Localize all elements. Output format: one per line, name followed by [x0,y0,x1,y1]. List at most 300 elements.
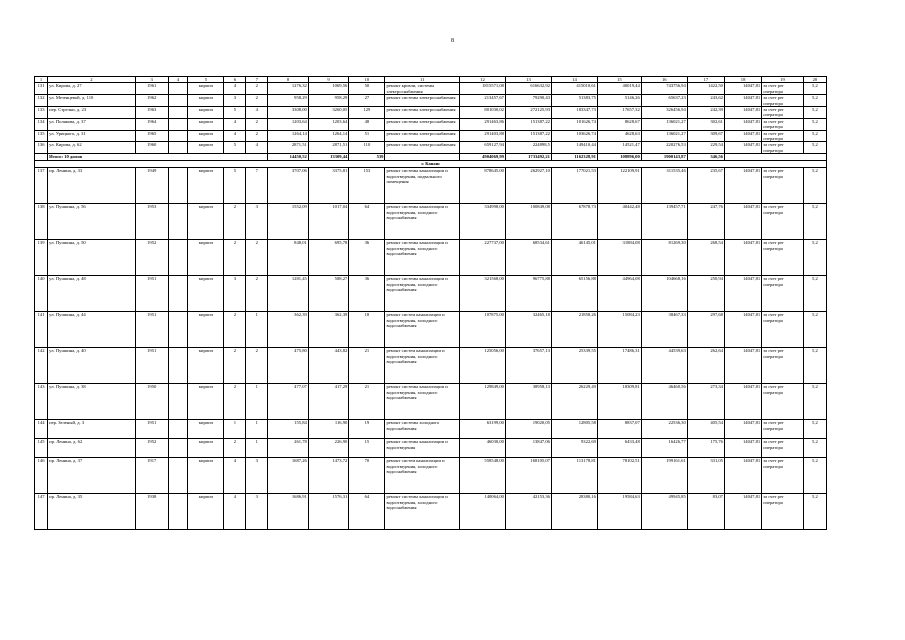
table-cell: 1950 [135,384,168,420]
table-cell: за счет рег оператора [762,420,804,439]
table-cell: 2 [246,276,268,312]
table-cell: 477,07 [268,384,309,420]
table-cell: 302,61 [687,118,724,130]
table-cell: 848,01 [268,240,309,276]
table-cell: ул. Пушкина, д. 50 [48,240,136,276]
housing-repair-register-table [34,76,827,530]
table-cell: 48 [349,118,385,130]
table-cell: 2 [224,439,246,458]
table-cell: 40442,48 [597,204,641,240]
table-cell: кирпич [188,168,224,204]
table-cell: 1203,64 [268,118,309,130]
table-cell: за счет рег оператора [762,276,804,312]
table-cell: 18309,81 [597,384,641,420]
total-cell [724,154,826,161]
table-cell [168,240,188,276]
table-cell: 132 [35,95,48,107]
table-cell: ул. Пушкина, д. 44 [48,312,136,348]
table-cell: ремонт системы канализации и водоотведения, холодного водоснабжения [385,494,459,530]
table-cell: 3707,06 [268,168,309,204]
table-cell: кирпич [188,204,224,240]
table-cell: 135 [35,130,48,142]
table-cell: 2 [224,204,246,240]
table-row [35,276,827,312]
column-number-header: 17 [687,77,724,83]
table-cell: ремонт системы канализации и водоотведения, холодного водоснабжения [385,240,459,276]
table-cell: за счет рег оператора [762,83,804,95]
table-cell: 272125,93 [505,107,551,119]
table-cell: 144 [35,420,48,439]
table-cell: 65156,88 [551,276,597,312]
table-cell: за счет рег оператора [762,312,804,348]
table-cell: 4 [246,107,268,119]
table-cell: 1917 [135,458,168,494]
table-cell: 5 [224,168,246,204]
column-number-header: 20 [803,77,826,83]
table-cell: 183347,73 [551,107,597,119]
table-cell: 129849,00 [459,384,505,420]
table-cell: кирпич [188,142,224,154]
table-cell: 1815571,08 [459,83,505,95]
table-cell: 1 [246,439,268,458]
table-cell: кирпич [188,494,224,530]
total-cell: 1162328,91 [551,154,597,161]
table-cell: ремонт системы электроснабжения [385,95,459,107]
table-cell: 297,68 [687,312,724,348]
table-cell: 4 [224,83,246,95]
table-cell: 1963 [135,107,168,119]
table-cell: 261,78 [268,439,309,458]
table-cell [168,458,188,494]
table-row [35,494,827,530]
table-cell: 113178,81 [551,458,597,494]
table-cell: 64 [349,204,385,240]
table-cell: кирпич [188,95,224,107]
table-cell: пр. Ленина, д. 37 [48,458,136,494]
table-cell: 25339,55 [551,348,597,384]
table-cell: 229,54 [687,142,724,154]
table-cell: ремонт системы канализации и водоотведения [385,439,459,458]
table-cell: ул. Кирова, д. 27 [48,83,136,95]
table-cell: 334998,00 [459,204,505,240]
table-cell: 16426,77 [641,439,687,458]
table-cell: 146 [35,458,48,494]
table-row [35,118,827,130]
table-row [35,384,827,420]
table-cell: 8837,07 [597,420,641,439]
column-number-header: 4 [168,77,188,83]
table-cell: ремонт системы электроснабжения [385,107,459,119]
table-cell: 107875,00 [459,312,505,348]
table-cell: 235,67 [687,168,724,204]
table-cell: 149410,44 [551,142,597,154]
table-cell: 46145,01 [551,240,597,276]
table-cell: 1951 [135,420,168,439]
table-cell [168,276,188,312]
table-cell: 147 [35,494,48,530]
table-cell: ул. Пушкина, д. 48 [48,276,136,312]
table-row [35,204,827,240]
table-cell [168,83,188,95]
table-cell: 5,2 [803,240,826,276]
table-cell: 5,2 [803,130,826,142]
table-cell: ремонт системы электроснабжения [385,118,459,130]
table-cell: 3260,05 [308,107,349,119]
table-cell: 1203,64 [308,118,349,130]
column-number-header: 6 [224,77,246,83]
total-cell [35,154,48,161]
table-cell: ремонт системы электроснабжения [385,130,459,142]
total-cell: 14450,52 [268,154,309,161]
table-cell: 44964,08 [597,276,641,312]
table-cell: за счет рег оператора [762,494,804,530]
table-row [35,458,827,494]
table-cell: 7 [246,168,268,204]
table-cell: 616632,92 [505,83,551,95]
table-cell: 5,2 [803,107,826,119]
table-cell: 14047,81 [724,384,761,420]
table-cell: за счет рег оператора [762,240,804,276]
table-cell: 1961 [135,83,168,95]
table-cell: 262,64 [687,348,724,384]
table-cell: 151387,22 [505,118,551,130]
total-row [35,154,827,161]
table-cell: 14047,81 [724,276,761,312]
table-cell: кирпич [188,276,224,312]
table-cell: 1953 [135,204,168,240]
table-row [35,168,827,204]
table-cell: 101626,74 [551,118,597,130]
table-cell: 958,29 [268,95,309,107]
table-cell: ремонт системы холодного водоснабжения [385,420,459,439]
table-cell: 3308,00 [268,107,309,119]
table-cell: 1964 [135,118,168,130]
table-cell: 199161,61 [641,458,687,494]
table-cell: 273,34 [687,384,724,420]
table-cell: за счет рег оператора [762,204,804,240]
column-number-header: 10 [349,77,385,83]
table-cell: 247,76 [687,204,724,240]
table-cell: 177021,53 [551,168,597,204]
table-cell: 5,2 [803,312,826,348]
table-cell: 140 [35,276,48,312]
table-cell: 1 [246,312,268,348]
table-cell: 15 [349,439,385,458]
table-cell: 19020,05 [505,420,551,439]
table-cell: 78102,51 [597,458,641,494]
table-cell: 3 [224,276,246,312]
total-cell: 1733492,21 [505,154,551,161]
table-cell: 326456,94 [641,107,687,119]
table-row [35,142,827,154]
table-cell: 1962 [135,95,168,107]
table-cell: 226,90 [308,439,349,458]
table-cell: 5,2 [803,439,826,458]
total-cell: 539 [349,154,385,161]
table-cell: кирпич [188,348,224,384]
table-cell: 475,80 [268,348,309,384]
table-cell: 3 [246,494,268,530]
table-cell: 17657,32 [597,107,641,119]
column-number-header: 1 [35,77,48,83]
table-cell: 155,84 [268,420,309,439]
table-cell: 405,54 [687,420,724,439]
total-cell: 13309,44 [308,154,349,161]
table-cell: 83,07 [687,494,724,530]
table-cell [168,142,188,154]
table-cell [168,130,188,142]
table-cell: 104668,16 [641,276,687,312]
table-cell: 79290,43 [505,95,551,107]
table-cell: за счет рег оператора [762,95,804,107]
table-cell: кирпич [188,384,224,420]
table-cell: 220276,53 [641,142,687,154]
table-cell: 1017,04 [308,204,349,240]
page-number: 8 [451,38,454,44]
table-cell: 139 [35,240,48,276]
table-row [35,420,827,439]
table-cell: 3 [246,458,268,494]
table-row [35,348,827,384]
table-cell: ул. Урицкого, д. 31 [48,130,136,142]
table-cell: 51383,75 [551,95,597,107]
total-cell: 4904069,99 [459,154,505,161]
table-cell: ремонт системы канализации и водоотведения, подвального помещения [385,168,459,204]
table-cell: ремонт систем канализации и водоотведения, холодного водоснабжения [385,458,459,494]
table-cell: 143 [35,384,48,420]
table-row [35,439,827,458]
table-cell: кирпич [188,107,224,119]
table-cell: 5,2 [803,494,826,530]
table-cell: ул. Пушкина, д. 56 [48,204,136,240]
table-row [35,312,827,348]
table-cell: 4 [224,494,246,530]
table-cell: пер. Зеленый, д. 3 [48,420,136,439]
table-cell: кирпич [188,240,224,276]
table-cell: 18 [349,312,385,348]
table-cell: за счет рег оператора [762,384,804,420]
table-cell: ремонт системы канализации и водоотведения, холодного водоснабжения [385,384,459,420]
table-cell: 443,82 [308,348,349,384]
table-cell: 5,2 [803,276,826,312]
table-cell [168,204,188,240]
column-number-header: 13 [505,77,551,83]
table-cell [168,95,188,107]
table-cell [168,494,188,530]
table-cell: 291463,86 [459,118,505,130]
table-cell: 1952 [135,439,168,458]
table-cell: 2 [246,118,268,130]
table-cell: 116,90 [308,420,349,439]
table-cell: 136021,27 [641,130,687,142]
table-cell: за счет рег оператора [762,439,804,458]
table-cell: 14047,81 [724,439,761,458]
table-cell: 1473,72 [308,458,349,494]
table-cell: 140064,00 [459,494,505,530]
table-row [35,83,827,95]
table-cell: 1264,14 [268,130,309,142]
table-cell: 311535,46 [641,168,687,204]
table-cell: 110 [349,142,385,154]
table-cell: 38467,33 [641,312,687,348]
column-number-header: 8 [268,77,309,83]
table-cell: 5,2 [803,204,826,240]
table-cell: 1576,31 [308,494,349,530]
table-cell: 2871,51 [308,142,349,154]
table-cell: 63199,00 [459,420,505,439]
table-row [35,107,827,119]
table-cell: 5,2 [803,142,826,154]
table-cell: 19 [349,420,385,439]
table-cell: пер. Стрелки, д. 23 [48,107,136,119]
table-cell: 14047,81 [724,130,761,142]
table-cell: 21 [349,348,385,384]
table-cell: 362,39 [268,312,309,348]
city-section-row [35,161,827,168]
table-cell: пр. Ленина, д. 35 [48,494,136,530]
column-number-header: 11 [385,77,459,83]
table-cell: 5,2 [803,83,826,95]
table-cell: 9322,69 [551,439,597,458]
table-cell: 2 [246,240,268,276]
table-cell: ул. Полякова, д. 37 [48,118,136,130]
table-cell: за счет рег оператора [762,118,804,130]
table-cell: 14047,81 [724,458,761,494]
table-cell: ремонт кровли, системы электроснабжения [385,83,459,95]
table-cell: 1276,32 [268,83,309,95]
table-cell: ул. Кирова, д. 62 [48,142,136,154]
table-cell: 5 [224,107,246,119]
table-cell: 213457,67 [459,95,505,107]
table-cell: 5,2 [803,420,826,439]
table-cell: 5,2 [803,118,826,130]
total-cell [385,154,459,161]
table-cell: ул. Пушкина, д. 38 [48,384,136,420]
table-cell: 1 [246,384,268,420]
table-cell: 14047,81 [724,142,761,154]
table-cell: 46030,00 [459,439,505,458]
table-cell: 2 [246,95,268,107]
table-cell [168,384,188,420]
table-cell: 362,39 [308,312,349,348]
table-cell: 4 [246,142,268,154]
table-cell [168,439,188,458]
table-cell: ремонт систем канализации и водоотведения, холодного водоснабжения [385,348,459,384]
table-cell: 136021,27 [641,118,687,130]
total-cell: Итого: 10 домов [48,154,268,161]
table-cell: 224898,5 [505,142,551,154]
table-cell: 5146,26 [597,95,641,107]
table-cell: 14521,47 [597,142,641,154]
table-cell: 175,76 [687,439,724,458]
table-cell: 13847,06 [505,439,551,458]
table-cell [168,107,188,119]
table-cell: 36 [349,240,385,276]
table-cell: 14047,81 [724,204,761,240]
table-cell: 46460,56 [641,384,687,420]
table-cell: 695,78 [308,240,349,276]
table-cell: 243,62 [687,95,724,107]
table-cell: 145 [35,439,48,458]
table-cell: 291403,88 [459,130,505,142]
column-number-header: 15 [597,77,641,83]
table-cell: 1069,56 [308,83,349,95]
table-cell: за счет рег оператора [762,458,804,494]
table-cell: 28380,16 [551,494,597,530]
table-cell: 151387,22 [505,130,551,142]
table-cell: ремонт системы канализации и водоотведения, холодного водоснабжения [385,204,459,240]
table-cell: 4628,63 [597,130,641,142]
table-cell [168,168,188,204]
table-cell: 801030,02 [459,107,505,119]
table-cell: 3 [246,204,268,240]
table-cell: 103626,74 [551,130,597,142]
table-cell: 1951 [135,312,168,348]
table-cell: 2 [224,384,246,420]
table-cell: 1949 [135,168,168,204]
table-cell: 40019,44 [597,83,641,95]
table-cell: 22536,30 [641,420,687,439]
table-cell: 2 [224,312,246,348]
table-cell: 5,2 [803,384,826,420]
column-number-header: 18 [724,77,761,83]
table-cell: 2 [224,240,246,276]
table-cell: 588,27 [308,276,349,312]
table-cell: 136 [35,142,48,154]
table-cell: кирпич [188,420,224,439]
table-cell: 1965 [135,130,168,142]
total-cell: 346,56 [687,154,724,161]
table-cell: 3 [224,95,246,107]
city-name: г. Канаш [35,161,827,168]
table-cell: 44539,63 [641,348,687,384]
table-cell: 68534,61 [505,240,551,276]
table-cell: за счет рег оператора [762,168,804,204]
table-cell [168,420,188,439]
table-cell: 129 [349,107,385,119]
table-cell: 49945,85 [641,494,687,530]
table-cell: 37657,13 [505,348,551,384]
total-cell: 108896,00 [597,154,641,161]
table-cell: 1951 [135,276,168,312]
table-row [35,130,827,142]
table-cell: кирпич [188,439,224,458]
table-cell: 8628,67 [597,118,641,130]
table-cell: за счет рег оператора [762,348,804,384]
table-cell: 1952 [135,240,168,276]
table-cell: за счет рег оператора [762,107,804,119]
column-number-header: 14 [551,77,597,83]
table-cell [168,118,188,130]
table-cell: 2 [246,348,268,384]
table-cell: 331,05 [687,458,724,494]
table-cell: 133 [35,107,48,119]
column-number-header: 19 [762,77,804,83]
table-cell: 21858,26 [551,312,597,348]
table-cell: 67878,73 [551,204,597,240]
column-number-header: 2 [48,77,136,83]
table-cell: 4 [224,118,246,130]
table-cell: кирпич [188,83,224,95]
column-number-header: 7 [246,77,268,83]
table-cell: 12805,58 [551,420,597,439]
table-cell: 17486,31 [597,348,641,384]
table-cell: 139457,71 [641,204,687,240]
table-cell: ремонт системы электроснабжения [385,142,459,154]
column-number-header: 16 [641,77,687,83]
table-cell: 1422,50 [687,83,724,95]
table-cell: 558548,00 [459,458,505,494]
